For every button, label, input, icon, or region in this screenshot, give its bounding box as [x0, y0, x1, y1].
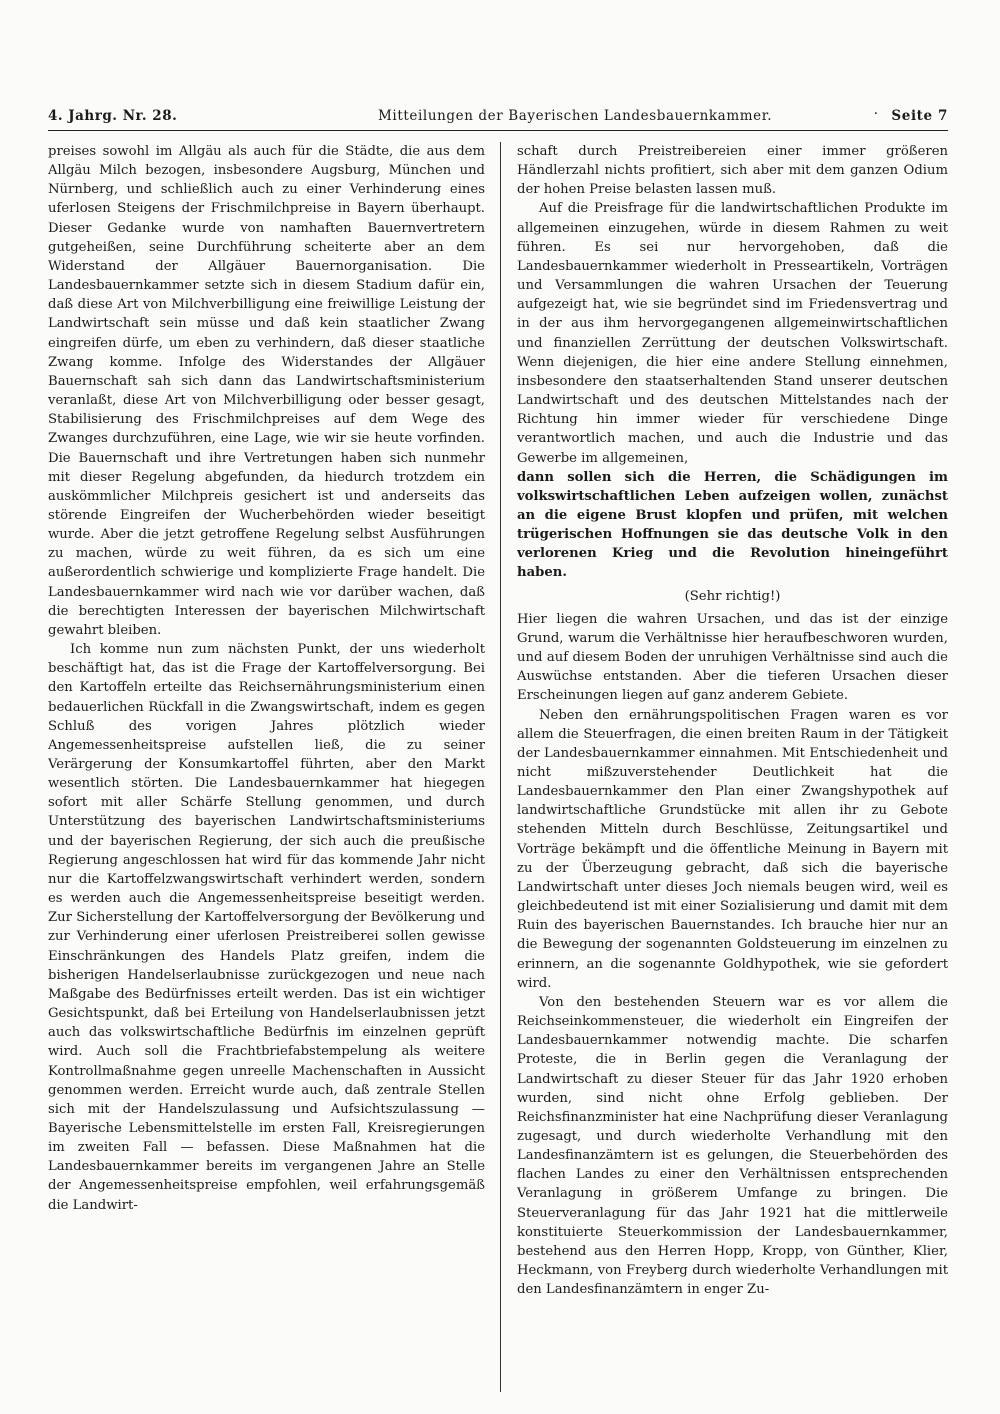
right-paragraph-4: Neben den ernährungspolitischen Fragen waren es vor allem die Steuerfragen, die einen breiten Raum in der Tätigkeit der Landesbauernkammer einnahmen. Mit Entschiedenheit und nicht mißzuverstehender Deutlichkeit hat die Landesbauernkammer den Plan einer Zwangshypothek auf landwirtschaftliche Grundstücke mit allen ihr zu Gebote stehenden Mitteln durch Beschlüsse, Zeitungsartikel und Vorträge bekämpft und die öffentliche Meinung in Bayern mit zu der Überzeugung gebracht, daß sich die bayerische Landwirtschaft unter dieses Joch niemals beugen wird, weil es gleichbedeutend ist mit einer Sozialisierung und damit mit dem Ruin des bayerischen Bauernstandes. Ich brauche hier nur an die Bewegung der sogenannten Goldsteuerung im einzelnen zu erinnern, an die sogenannte Goldhypothek, wie sie gefordert wird. — [517, 707, 948, 991]
header-dot: · — [873, 106, 878, 122]
right-paragraph-2: Auf die Preisfrage für die landwirtschaftlichen Produkte im allgemeinen einzugehen, würde in diesem Rahmen zu weit führen. Es sei nur hervorgehoben, daß die Landesbauernkammer wiederholt in Presseartikeln, Vorträgen und Versammlungen die wahren Ursachen der Teuerung aufgezeigt hat, wie sie begründet sind im Friedensvertrag und in der aus ihm hervorgegangenen allgemeinwirtschaftlichen und finanziellen Zerrüttung der deutschen Volkswirtschaft. Wenn diejenigen, die hier eine andere Stellung einnehmen, insbesondere den staatserhaltenden Stand unserer deutschen Landwirtschaft und des deutschen Mittelstandes nach der Richtung hin immer wieder für verschiedene Dinge verantwortlich machen, und auch die Industrie und das Gewerbe im allgemeinen, — [517, 201, 948, 466]
right-column — [517, 142, 948, 1402]
right-paragraph-5: Von den bestehenden Steuern war es vor allem die Reichseinkommensteuer, die wiederholt ein Eingreifen der Landesbauernkammer notwendig machte. Die scharfen Proteste, die in Berlin gegen die Veranlagung der Landwirtschaft zu dieser Steuer für das Jahr 1920 erhoben wurden, sind nicht ohne Erfolg geblieben. Der Reichsfinanzminister hat eine Nachprüfung dieser Veranlagung zugesagt, und durch wiederholte Verhandlung mit den Landesfinanzämtern ist es gelungen, die Steuerbehörden des flachen Landes zu einer den Verhältnissen entsprechenden Veranlagung in größerem Umfange zu bringen. Die Steuerveranlagung für das Jahr 1921 hat die mittlerweile konstituierte Steuerkommission der Landesbauernkammer, bestehend aus den Herren Hopp, Kropp, von Günther, Klier, Heckmann, von Freyberg durch wiederholte Verhandlungen mit den Landesfinanzämtern in enger Zu- — [517, 994, 948, 1298]
left-paragraph-1: preises sowohl im Allgäu als auch für die Städte, die aus dem Allgäu Milch bezogen, insbesondere Augsburg, München und Nürnberg, und schließlich auch zu einer Verhinderung eines uferlosen Steigens der Frischmilchpreise in Bayern überhaupt. Dieser Gedanke wurde von namhaften Bauernvertretern gutgeheißen, seine Durchführung scheiterte aber an dem Widerstand der Allgäuer Bauernorganisation. Die Landesbauernkammer setzte sich in diesem Stadium dafür ein, daß diese Art von Milchverbilligung eine freiwillige Leistung der Landwirtschaft sein müsse und daß kein staatlicher Zwang eingreifen dürfe, um eben zu verhindern, daß dieser staatliche Zwang komme. Infolge des Widerstandes der Allgäuer Bauernschaft sah sich dann das Landwirtschaftsministerium veranlaßt, diese Art von Milchverbilligung oder besser gesagt, Stabilisierung des Frischmilchpreises auf dem Wege des Zwanges durchzuführen, eine Lage, wie wir sie heute vorfinden. Die Bauernschaft und ihre Vertretungen haben sich nunmehr mit dieser Regelung abgefunden, da hiedurch trotzdem ein auskömmlicher Milchpreis gesichert ist und anderseits das störende Eingreifen der Wucherbehörden wieder beseitigt wurde. Aber die jetzt getroffene Regelung selbst Ausführungen zu machen, würde zu weit führen, da es sich um eine außerordentlich schwierige und komplizierte Frage handelt. Die Landesbauernkammer wird nach wie vor darüber wachen, daß die berechtigten Interessen der bayerischen Milchwirtschaft gewahrt bleiben. — [48, 144, 485, 638]
right-paragraph-3: Hier liegen die wahren Ursachen, und das ist der einzige Grund, warum die Verhältnisse hier heraufbeschworen wurden, und auf diesem Boden der unruhigen Verhältnisse sind auch die Auswüchse entstanden. Aber die tieferen Ursachen dieser Erscheinungen liegen auf ganz anderem Gebiete. — [517, 611, 948, 704]
page-number: Seite 7 — [891, 108, 948, 124]
left-column — [48, 142, 485, 1402]
header-rule — [48, 130, 948, 131]
publication-title: Mitteilungen der Bayerischen Landesbauernkammer. — [378, 108, 773, 124]
left-paragraph-2: Ich komme nun zum nächsten Punkt, der uns wiederholt beschäftigt hat, das ist die Frage der Kartoffelversorgung. Bei den Kartoffeln erteilte das Reichsernährungsministerium einen bedauerlichen Rückfall in die Zwangswirtschaft, indem es gegen Schluß des vorigen Jahres plötzlich wieder Angemessenheitspreise aufstellen ließ, die zu seiner Verärgerung der Konsumkartoffel führten, aber den Markt wesentlich störten. Die Landesbauernkammer hat hiegegen sofort mit aller Schärfe Stellung genommen, und durch Unterstützung des bayerischen Landwirtschaftsministeriums und der bayerischen Regierung, der sich auch die preußische Regierung angeschlossen hat wird für das kommende Jahr nicht nur die Kartoffelzwangswirtschaft verhindert werden, sondern es werden auch die Angemessenheitspreise beseitigt werden. Zur Sicherstellung der Kartoffelversorgung der Bevölkerung und zur Verhinderung einer uferlosen Preistreiberei sollen gewisse Einschränkungen des Handels Platz greifen, indem die bisherigen Handelserlaubnisse zurückgezogen und neue nach Maßgabe des Bedürfnisses erteilt werden. Das ist ein wichtiger Gesichtspunkt, daß bei Erteilung von Handelserlaubnissen jetzt auch das volkswirtschaftliche Bedürfnis im einzelnen geprüft wird. Auch soll die Frachtbriefabstempelung als weitere Kontrollmaßnahme gegen unreelle Machenschaften in Aussicht genommen werden. Erreicht wurde auch, daß zentrale Stellen sich mit der Handelszulassung und Aufsichtszulassung — Bayerische Lebensmittelstelle im ersten Fall, Kreisregierungen im zweiten Fall — befassen. Diese Maßnahmen hat die Landesbauernkammer bereits im vergangenen Jahre an Stelle der Angemessenheitspreise empfohlen, weil erfahrungsgemäß die Landwirt- — [48, 642, 485, 1213]
right-paragraph-emphasis: dann sollen sich die Herren, die Schädigungen im volkswirtschaftlichen Leben aufzeigen wollen, zunächst an die eigene Brust klopfen und prüfen, mit welchen trügerischen Hoffnungen sie das deutsche Volk in den verlorenen Krieg und die Revolution hineingeführt haben. — [517, 469, 948, 581]
volume-issue: 4. Jahrg. Nr. 28. — [48, 108, 178, 124]
column-divider — [500, 142, 501, 1392]
running-header — [48, 108, 948, 132]
right-paragraph-1: schaft durch Preistreibereien einer immer größeren Händlerzahl nichts profitiert, sich aber mit dem ganzen Odium der hohen Preise belasten lassen muß. — [517, 144, 948, 198]
interjection: (Sehr richtig!) — [684, 588, 781, 604]
